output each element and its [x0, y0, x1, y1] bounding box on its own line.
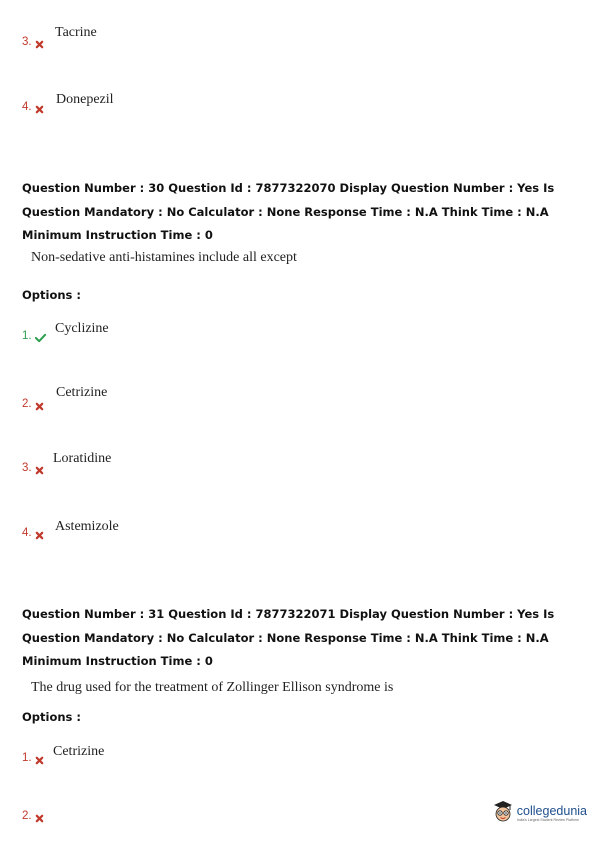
question-meta: Question Number : 30 Question Id : 7877322070 Display Question Number : Yes Is Question Mandatory : No Calculator : None Response Time : N.A Think Time : N.A Minimum Instruction Time : 0 [22, 181, 555, 242]
option-row [22, 398, 44, 416]
cross-icon [35, 36, 44, 54]
cross-icon [35, 398, 44, 416]
option-text: Loratidine [53, 451, 112, 466]
collegedunia-logo [492, 799, 587, 828]
logo-name: collegedunia [516, 803, 587, 818]
option-number: 2. [22, 398, 32, 410]
options-label: Options : [22, 288, 81, 302]
question-meta: Question Number : 31 Question Id : 7877322071 Display Question Number : Yes Is Question Mandatory : No Calculator : None Response Time : N.A Think Time : N.A Minimum Instruction Time : 0 [22, 607, 555, 668]
cross-icon [35, 527, 44, 545]
options-label: Options : [22, 710, 81, 724]
cross-icon [35, 810, 44, 828]
option-row [22, 462, 44, 480]
option-text: Cetrizine [53, 744, 105, 759]
option-number: 2. [22, 810, 32, 822]
question-text: Non-sedative anti-histamines include all except [31, 250, 297, 265]
option-row [22, 36, 44, 54]
option-row [22, 330, 46, 348]
option-text: Cetrizine [56, 385, 108, 400]
option-text: Cyclizine [55, 321, 109, 336]
option-row [22, 810, 44, 828]
option-row [22, 101, 44, 119]
option-number: 1. [22, 330, 32, 342]
cross-icon [35, 752, 44, 770]
option-text: Astemizole [55, 519, 119, 534]
option-number: 3. [22, 462, 32, 474]
logo-tagline: India's Largest Student Review Platform [516, 817, 579, 822]
option-text: Donepezil [56, 92, 114, 107]
option-text: Tacrine [55, 25, 97, 40]
option-row [22, 752, 44, 770]
mascot-icon [492, 799, 514, 828]
option-number: 4. [22, 527, 32, 539]
cross-icon [35, 462, 44, 480]
option-row [22, 527, 44, 545]
option-number: 4. [22, 101, 32, 113]
check-icon [35, 330, 46, 348]
cross-icon [35, 101, 44, 119]
option-number: 1. [22, 752, 32, 764]
option-number: 3. [22, 36, 32, 48]
question-text: The drug used for the treatment of Zollinger Ellison syndrome is [31, 680, 394, 695]
